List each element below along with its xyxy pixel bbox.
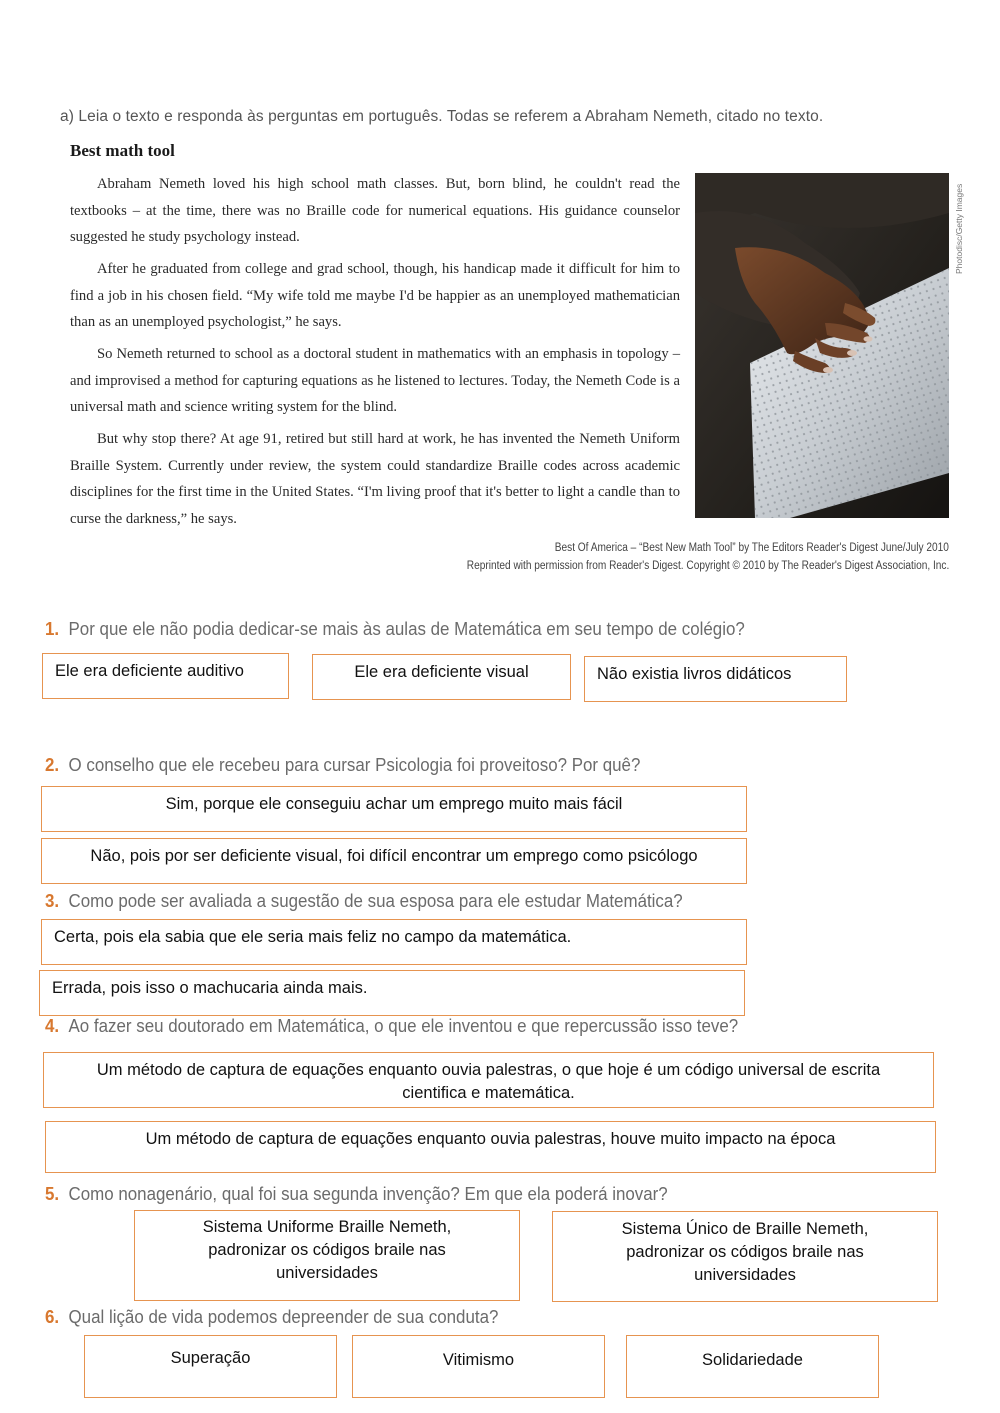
source-line-2: Reprinted with permission from Reader's Digest. Copyright © 2010 by The Reader's Digest Association, Inc.: [466, 560, 949, 572]
article-paragraph-2: After he graduated from college and grad school, though, his handicap made it difficult for him to find a job in his chosen field. “My wife told me maybe I'd be happier as an unemployed mathematician than as an unemployed psychologist,” he says.: [70, 261, 680, 330]
answer-option-q2-1[interactable]: Sim, porque ele conseguiu achar um emprego muito mais fácil: [41, 786, 747, 832]
answer-option-q5-2[interactable]: Sistema Único de Braille Nemeth, padronizar os códigos braile nas universidades: [552, 1211, 938, 1302]
answer-option-q6-3[interactable]: Solidariedade: [626, 1335, 879, 1398]
question-number: 5.: [45, 1184, 60, 1204]
question-5: [45, 1184, 668, 1205]
answer-option-q4-2[interactable]: Um método de captura de equações enquanto ouvia palestras, houve muito impacto na época: [45, 1121, 936, 1173]
question-text: Como nonagenário, qual foi sua segunda invenção? Em que ela poderá inovar?: [68, 1184, 668, 1204]
question-number: 1.: [45, 619, 60, 639]
article-paragraph-4: But why stop there? At age 91, retired but still hard at work, he has invented the Nemeth Uniform Braille System. Currently under review, the system could standardize Braille codes across academic disciplines for the first time in the United States. “I'm living proof that it's better to light a candle than to curse the darkness,” he says.: [70, 431, 680, 527]
photo-credit: [954, 174, 966, 274]
instruction-text: a) Leia o texto e responda às perguntas em português. Todas se referem a Abraham Nemeth, citado no texto.: [60, 108, 824, 125]
answer-option-q1-2[interactable]: Ele era deficiente visual: [312, 654, 571, 700]
article-paragraph-1: Abraham Nemeth loved his high school math classes. But, born blind, he couldn't read the textbooks – at the time, there was no Braille code for numerical equations. His guidance counselor suggested he study psychology instead.: [70, 176, 680, 245]
article-title: Best math tool: [70, 141, 175, 160]
photo-credit-text: Photodisc/Getty Images: [954, 183, 964, 274]
question-number: 3.: [45, 891, 60, 911]
question-text: Por que ele não podia dedicar-se mais às aulas de Matemática em seu tempo de colégio?: [68, 619, 745, 639]
answer-option-q6-1[interactable]: Superação: [84, 1335, 337, 1398]
question-4: [45, 1016, 738, 1037]
answer-option-q4-1[interactable]: Um método de captura de equações enquanto ouvia palestras, o que hoje é um código universal de escrita cientifica e matemática.: [43, 1052, 934, 1108]
source-line-1: Best Of America – “Best New Math Tool” by The Editors Reader's Digest June/July 2010: [554, 542, 949, 554]
question-2: [45, 755, 640, 776]
question-number: 4.: [45, 1016, 60, 1036]
answer-option-q3-2[interactable]: Errada, pois isso o machucaria ainda mais.: [39, 970, 745, 1016]
article-paragraph-3: So Nemeth returned to school as a doctoral student in mathematics with an emphasis in topology – and improvised a method for capturing equations as he listened to lectures. Today, the Nemeth Code is a universal math and science writing system for the blind.: [70, 346, 680, 415]
answer-option-q3-1[interactable]: Certa, pois ela sabia que ele seria mais feliz no campo da matemática.: [41, 919, 747, 965]
question-text: Como pode ser avaliada a sugestão de sua esposa para ele estudar Matemática?: [68, 891, 683, 911]
question-1: [45, 619, 745, 640]
answer-option-q1-1[interactable]: Ele era deficiente auditivo: [42, 653, 289, 699]
question-6: [45, 1307, 498, 1328]
question-number: 6.: [45, 1307, 60, 1327]
braille-reading-photo: [695, 173, 949, 518]
answer-option-q2-2[interactable]: Não, pois por ser deficiente visual, foi difícil encontrar um emprego como psicólogo: [41, 838, 747, 884]
question-number: 2.: [45, 755, 60, 775]
braille-hand-illustration: [695, 173, 949, 518]
question-text: Qual lição de vida podemos depreender de sua conduta?: [68, 1307, 499, 1327]
question-3: [45, 891, 683, 912]
answer-option-q5-1[interactable]: Sistema Uniforme Braille Nemeth, padronizar os códigos braile nas universidades: [134, 1210, 520, 1301]
question-text: O conselho que ele recebeu para cursar Psicologia foi proveitoso? Por quê?: [68, 755, 641, 775]
question-text: Ao fazer seu doutorado em Matemática, o que ele inventou e que repercussão isso teve?: [68, 1016, 739, 1036]
answer-option-q6-2[interactable]: Vitimismo: [352, 1335, 605, 1398]
answer-option-q1-3[interactable]: Não existia livros didáticos: [584, 656, 847, 702]
